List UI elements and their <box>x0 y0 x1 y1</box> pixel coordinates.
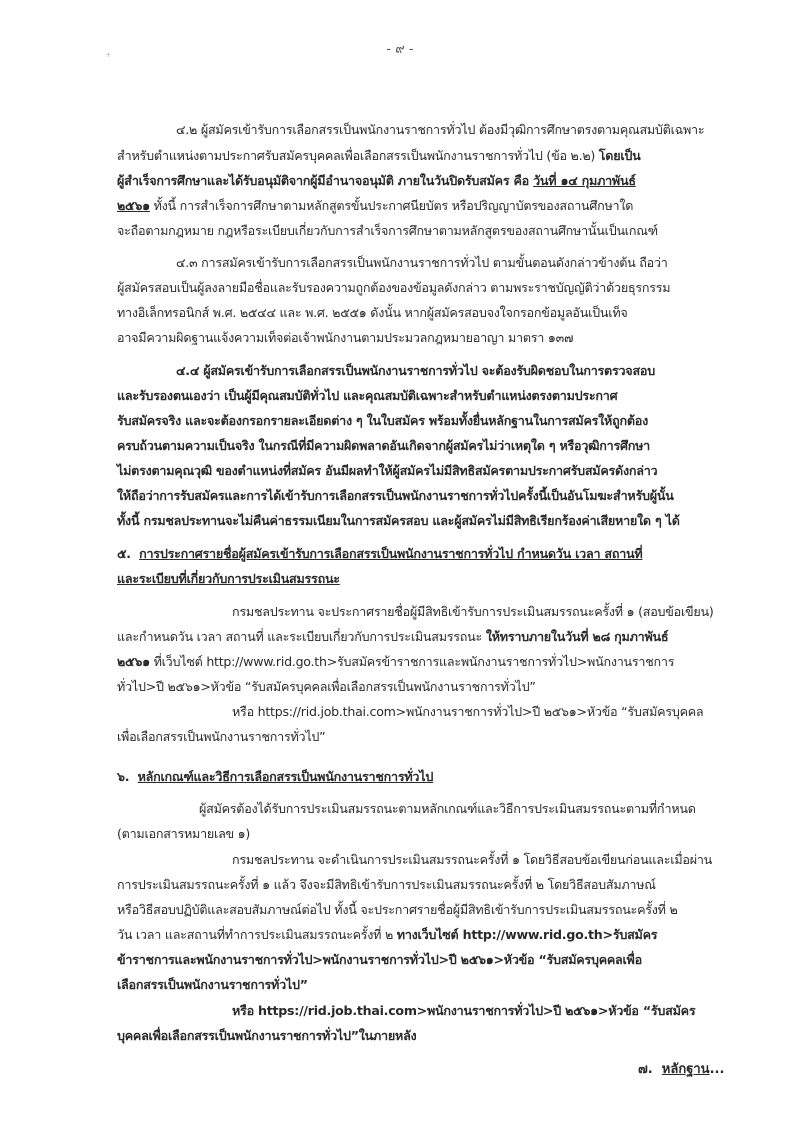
section-4-3-line-1: ๔.๓ การสมัครเข้ารับการเลือกสรรเป็นพนักงานราชการทั่วไป ตามขั้นตอนดังกล่าวข้างต้น ถือว่า <box>176 255 668 270</box>
section-4-2-line-1: ๔.๒ ผู้สมัครเข้ารับการเลือกสรรเป็นพนักงานราชการทั่วไป ต้องมีวุฒิการศึกษาตรงตามคุณสมบัติเฉพาะ <box>176 122 705 137</box>
section-4-4-line-6: ให้ถือว่าการรับสมัครและการได้เข้ารับการเลือกสรรเป็นพนักงานราชการทั่วไปครั้งนี้เป็นอันโมฆะสำหรับผู้นั้น <box>117 488 674 503</box>
next-page-continuation: ๗. หลักฐาน... <box>638 1062 725 1077</box>
section-6-para-2-line-6: เลือกสรรเป็นพนักงานราชการทั่วไป” <box>117 977 308 992</box>
section-6-para-3-line-1: หรือ https://rid.job.thai.com>พนักงานราชการทั่วไป>ปี ๒๕๖๑>หัวข้อ “รับสมัคร <box>232 1003 696 1018</box>
section-6-para-1-line-1: ผู้สมัครต้องได้รับการประเมินสมรรถนะตามหลักเกณฑ์และวิธีการประเมินสมรรถนะตามที่กำหนด <box>199 801 696 816</box>
section-5-para-1-line-4: ทั่วไป>ปี ๒๕๖๑>หัวข้อ “รับสมัครบุคคลเพื่อเลือกสรรเป็นพนักงานราชการทั่วไป” <box>117 679 536 694</box>
section-6-para-2-line-2: การประเมินสมรรถนะครั้งที่ ๑ แล้ว จึงจะมีสิทธิเข้ารับการประเมินสมรรถนะครั้งที่ ๒ โดยวิธีสอบสัมภาษณ์ <box>117 877 656 892</box>
section-6-para-2-line-5: ข้าราชการและพนักงานราชการทั่วไป>พนักงานราชการทั่วไป>ปี ๒๕๖๑>หัวข้อ “รับสมัครบุคคลเพื่อ <box>117 952 642 967</box>
section-5-heading-line-2: และระเบียบที่เกี่ยวกับการประเมินสมรรถนะ <box>117 571 340 586</box>
application-deadline: วันที่ ๑๔ กุมภาพันธ์ <box>533 173 636 188</box>
section-4-3-line-4: อาจมีความผิดฐานแจ้งความเท็จต่อเจ้าพนักงานตามประมวลกฎหมายอาญา มาตรา ๑๓๗ <box>117 330 574 345</box>
section-4-2-line-5: จะถือตามกฎหมาย กฎหรือระเบียบเกี่ยวกับการสำเร็จการศึกษาตามหลักสูตรของสถานศึกษานั้นเป็นเกณฑ์ <box>117 223 658 238</box>
section-5-heading-line-1: ๕. การประกาศรายชื่อผู้สมัครเข้ารับการเลือกสรรเป็นพนักงานราชการทั่วไป กำหนดวัน เวลา สถานที่ <box>117 546 643 561</box>
section-6-para-1-line-2: (ตามเอกสารหมายเลข ๑) <box>117 826 251 841</box>
section-6-heading: ๖. หลักเกณฑ์และวิธีการเลือกสรรเป็นพนักงานราชการทั่วไป <box>117 769 434 784</box>
section-4-3-line-2: ผู้สมัครสอบเป็นผู้ลงลายมือชื่อและรับรองความถูกต้องของข้อมูลดังกล่าว ตามพระราชบัญญัติว่าด้วยธุรกรรม <box>117 280 671 295</box>
section-4-4-line-7: ทั้งนี้ กรมชลประทานจะไม่คืนค่าธรรมเนียมในการสมัครสอบ และผู้สมัครไม่มีสิทธิเรียกร้องค่าเสียหายใด ๆ ได้ <box>117 513 680 528</box>
section-5-para-1-line-2: และกำหนดวัน เวลา สถานที่ และระเบียบเกี่ยวกับการประเมินสมรรถนะ ให้ทราบภายในวันที่ ๒๘ กุมภาพันธ์ <box>117 629 669 644</box>
section-4-4-line-4: ครบถ้วนตามความเป็นจริง ในกรณีที่มีความผิดพลาดอันเกิดจากผู้สมัครไม่ว่าเหตุใด ๆ หรือวุฒิการศึกษา <box>117 438 650 453</box>
section-4-4-line-5: ไม่ตรงตามคุณวุฒิ ของตำแหน่งที่สมัคร อันมีผลทำให้ผู้สมัครไม่มีสิทธิสมัครตามประกาศรับสมัครดังกล่าว <box>117 463 658 478</box>
section-5-para-1-line-3: ๒๕๖๑ ที่เว็บไซต์ http://www.rid.go.th>รับสมัครข้าราชการและพนักงานราชการทั่วไป>พนักงานราชการ <box>117 654 675 669</box>
section-5-para-1-line-1: กรมชลประทาน จะประกาศรายชื่อผู้มีสิทธิเข้ารับการประเมินสมรรถนะครั้งที่ ๑ (สอบข้อเขียน) <box>232 604 714 619</box>
section-4-4-line-2: และรับรองตนเองว่า เป็นผู้มีคุณสมบัติทั่วไป และคุณสมบัติเฉพาะสำหรับตำแหน่งตรงตามประกาศ <box>117 388 618 403</box>
section-4-4-line-3: รับสมัครจริง และจะต้องกรอกรายละเอียดต่าง ๆ ในใบสมัคร พร้อมทั้งยื่นหลักฐานในการสมัครให้ถูกต้อง <box>117 413 648 428</box>
section-5-para-2-line-1: หรือ https://rid.job.thai.com>พนักงานราชการทั่วไป>ปี ๒๕๖๑>หัวข้อ “รับสมัครบุคคล <box>232 704 704 719</box>
section-4-2-line-2: สำหรับตำแหน่งตามประกาศรับสมัครบุคคลเพื่อเลือกสรรเป็นพนักงานราชการทั่วไป (ข้อ ๒.๒) โดยเป็น <box>117 148 641 163</box>
section-6-para-2-line-3: หรือวิธีสอบปฏิบัติและสอบสัมภาษณ์ต่อไป ทั้งนี้ จะประกาศรายชื่อผู้มีสิทธิเข้ารับการประเมินสมรรถนะครั้งที่ ๒ <box>117 902 678 917</box>
section-4-2-line-3: ผู้สำเร็จการศึกษาและได้รับอนุมัติจากผู้มีอำนาจอนุมัติ ภายในวันปิดรับสมัคร คือ วันที่ ๑๔ กุมภาพันธ์ <box>117 173 636 188</box>
crop-mark-icon: + <box>105 50 112 59</box>
section-5-para-2-line-2: เพื่อเลือกสรรเป็นพนักงานราชการทั่วไป” <box>117 729 326 744</box>
section-6-para-2-line-4: วัน เวลา และสถานที่ทำการประเมินสมรรถนะครั้งที่ ๒ ทางเว็บไซต์ http://www.rid.go.th>รับสมัคร <box>117 927 658 942</box>
section-4-4-line-1: ๔.๔ ผู้สมัครเข้ารับการเลือกสรรเป็นพนักงานราชการทั่วไป จะต้องรับผิดชอบในการตรวจสอบ <box>176 363 655 378</box>
section-6-para-2-line-1: กรมชลประทาน จะดำเนินการประเมินสมรรถนะครั้งที่ ๑ โดยวิธีสอบข้อเขียนก่อนและเมื่อผ่าน <box>232 852 713 867</box>
section-4-3-line-3: ทางอิเล็กทรอนิกส์ พ.ศ. ๒๕๔๔ และ พ.ศ. ๒๕๕๑ ดังนั้น หากผู้สมัครสอบจงใจกรอกข้อมูลอันเป็นเท็จ <box>117 305 628 320</box>
section-6-para-3-line-2: บุคคลเพื่อเลือกสรรเป็นพนักงานราชการทั่วไป”ในภายหลัง <box>117 1028 417 1043</box>
section-4-2-line-4: ๒๕๖๑ ทั้งนี้ การสำเร็จการศึกษาตามหลักสูตรขั้นประกาศนียบัตร หรือปริญญาบัตรของสถานศึกษาใด <box>117 198 634 213</box>
announcement-date: ให้ทราบภายในวันที่ ๒๘ กุมภาพันธ์ <box>485 629 669 644</box>
page-number: - ๙ - <box>386 42 414 57</box>
